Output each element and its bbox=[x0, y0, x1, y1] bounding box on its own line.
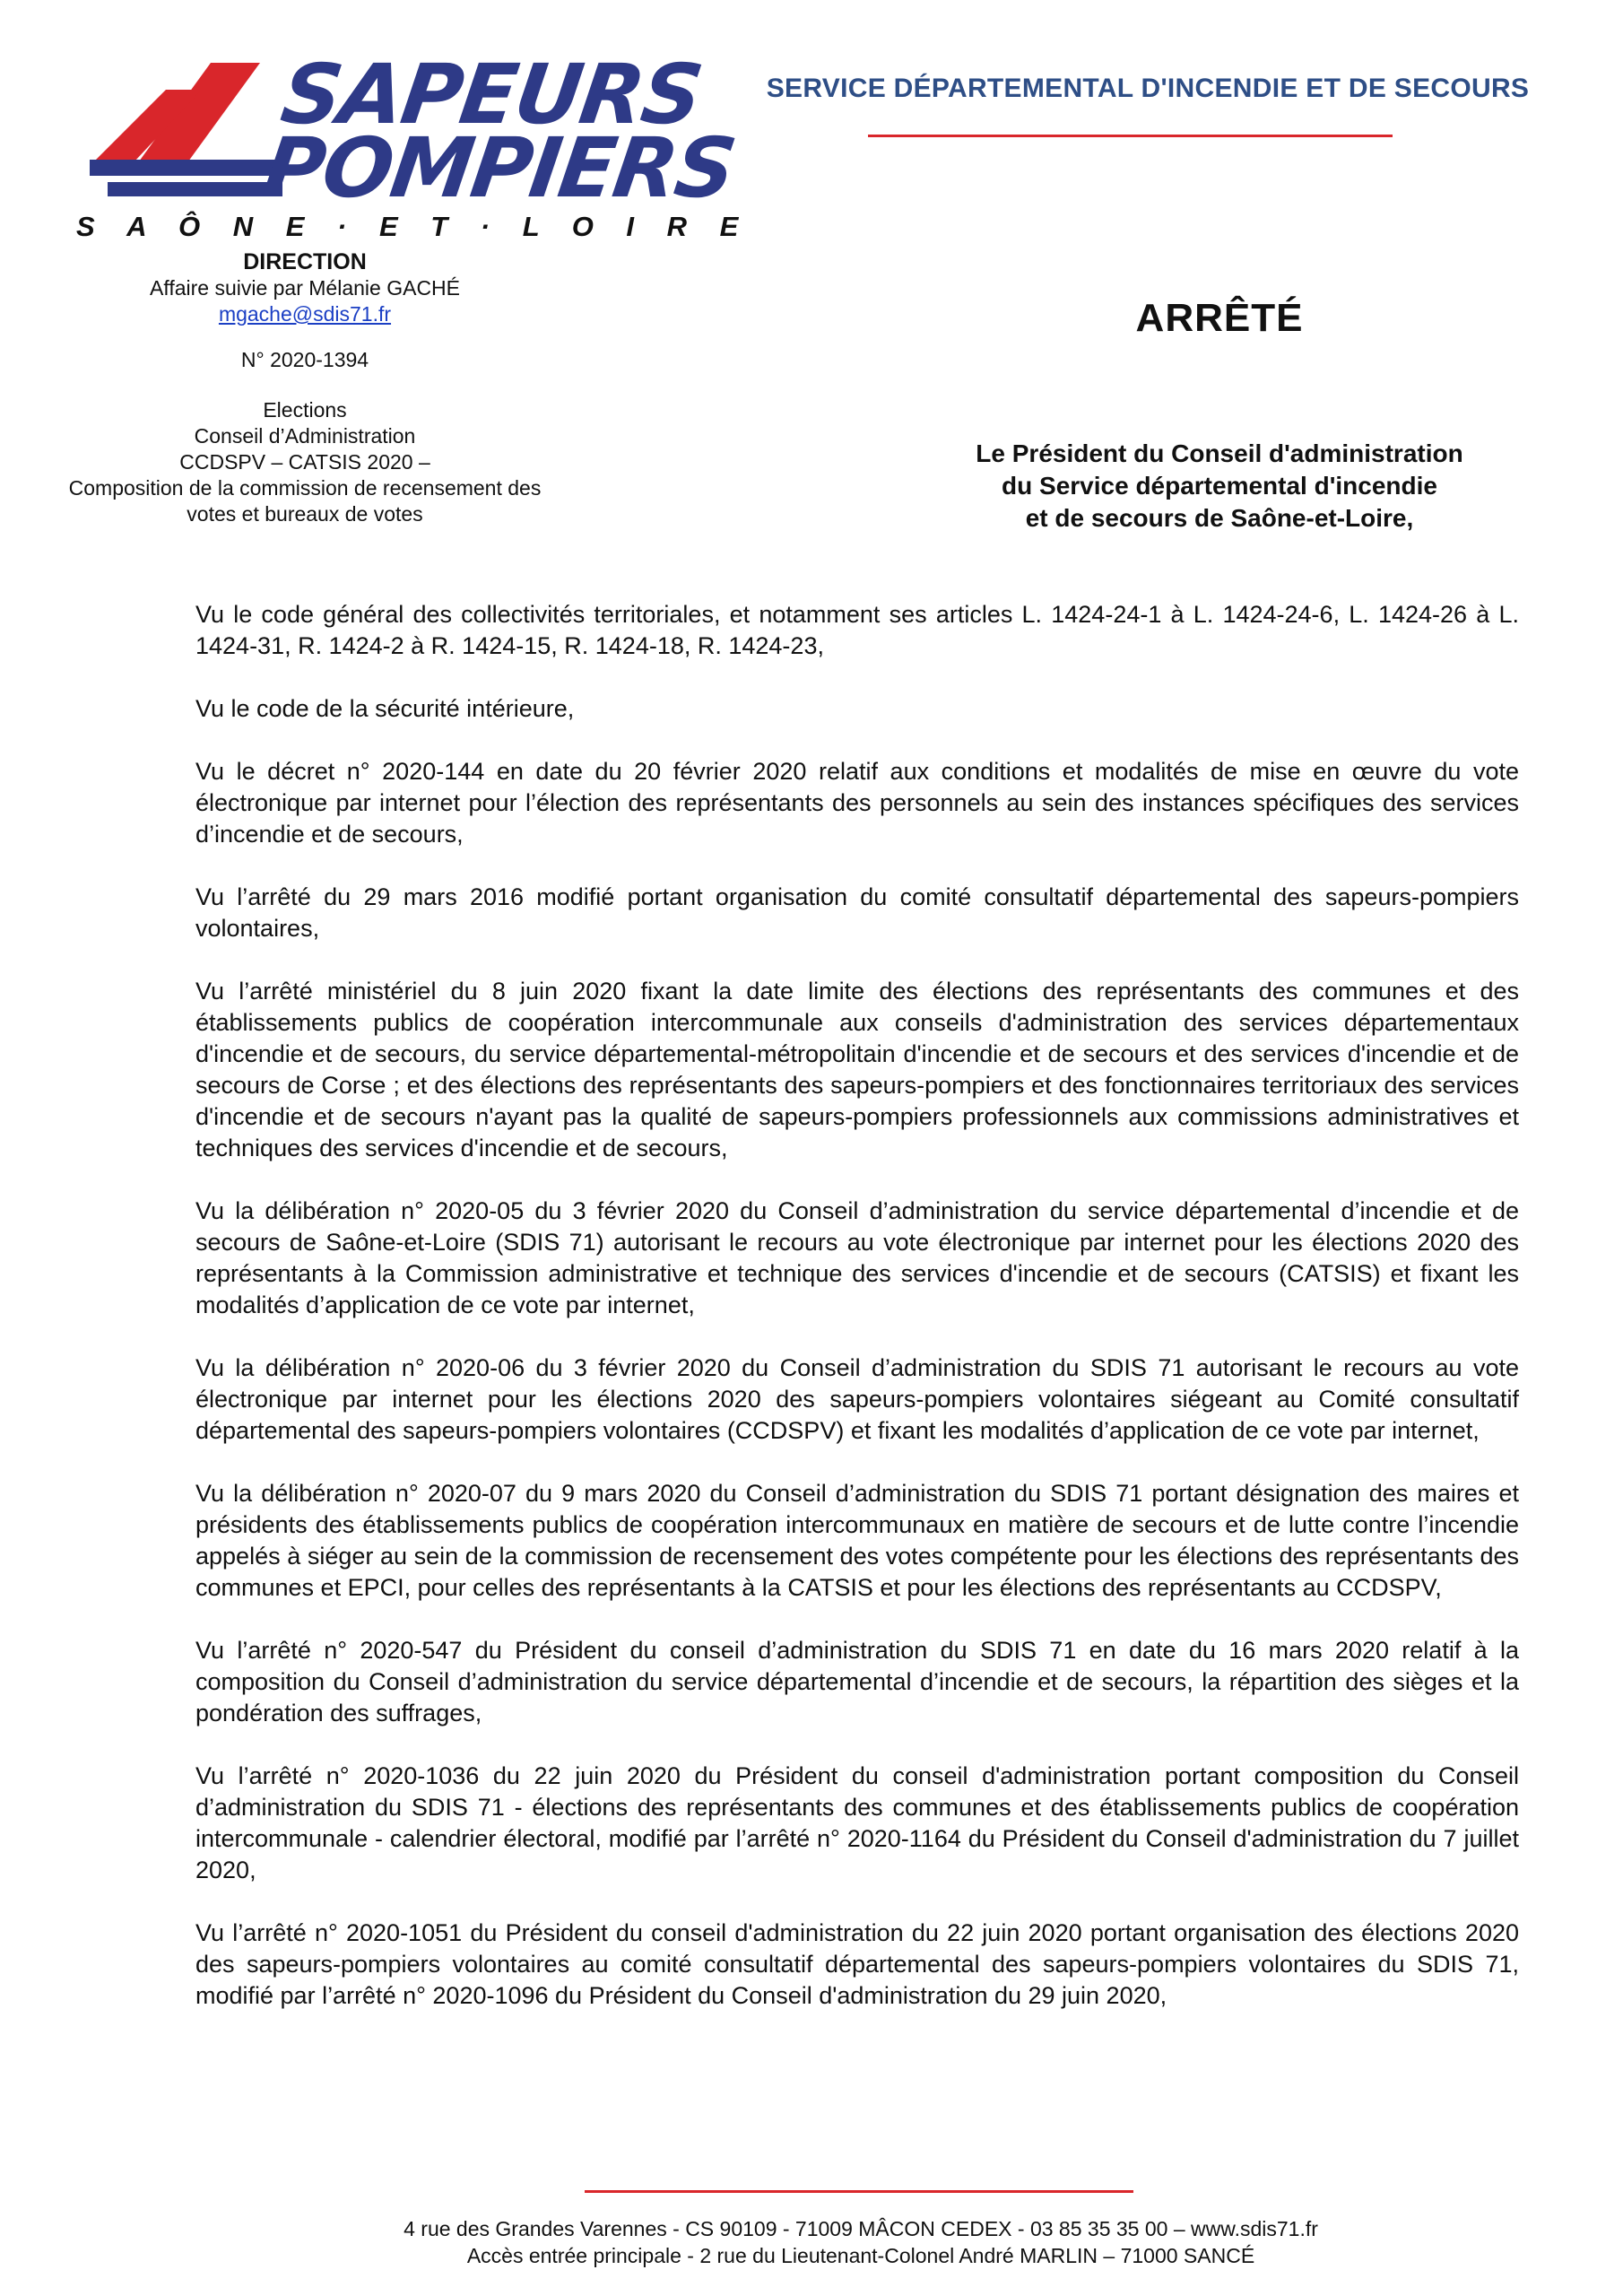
logo-word-pompiers: POMPIERS bbox=[257, 120, 741, 216]
president-line: Le Président du Conseil d'administration bbox=[976, 439, 1463, 467]
direction-label: DIRECTION bbox=[243, 249, 367, 274]
header-red-rule bbox=[868, 135, 1393, 137]
legal-body bbox=[195, 599, 1519, 2043]
legal-paragraph: Vu la délibération n° 2020-05 du 3 février 2020 du Conseil d’administration du service départemental d’incendie et de secours de Saône-et-Loire (SDIS 71) autorisant le recours au vote électronique par internet pour les élections 2020 des représentants à la Commission administrative et technique des services d'incendie et de secours (CATSIS) et fixant les modalités d’application de ce vote par internet, bbox=[195, 1197, 1519, 1318]
legal-paragraph: Vu l’arrêté n° 2020-1051 du Président du conseil d'administration du 22 juin 2020 portant organisation des élections 2020 des sapeurs-pompiers volontaires au comité consultatif départemental des sapeurs-pompiers volontaires du SDIS 71, modifié par l’arrêté n° 2020-1096 du Président du Conseil d'administration du 29 juin 2020, bbox=[195, 1919, 1519, 2009]
subject-line: CCDSPV – CATSIS 2020 – bbox=[179, 450, 430, 474]
legal-paragraph: Vu le décret n° 2020-144 en date du 20 février 2020 relatif aux conditions et modalités de mise en œuvre du vote électronique par internet pour l’élection des représentants des personnels au sein des instances spécifiques des services d’incendie et de secours, bbox=[195, 758, 1519, 848]
document-number: N° 2020-1394 bbox=[240, 348, 369, 371]
legal-paragraph: Vu la délibération n° 2020-06 du 3 février 2020 du Conseil d’administration du SDIS 71 autorisant le recours au vote électronique par internet pour les élections 2020 des sapeurs-pompiers volontaires siégeant au Comité consultatif départemental des sapeurs-pompiers volontaires (CCDSPV) et fixant les modalités d’application de ce vote par internet, bbox=[195, 1354, 1519, 1444]
legal-paragraph: Vu l’arrêté ministériel du 8 juin 2020 fixant la date limite des élections des représentants des communes et des établissements publics de coopération intercommunale aux conseils d'administration des services départementaux d'incendie et de secours, du service départemental-métropolitain d'incendie et de secours et des services d'incendie et de secours de Corse ; et des élections des représentants des sapeurs-pompiers et des fonctionnaires territoriaux des services d'incendie et de secours n'ayant pas la qualité de sapeurs-pompiers professionnels aux commissions administratives et techniques des services d'incendie et de secours, bbox=[195, 978, 1519, 1161]
legal-paragraph: Vu la délibération n° 2020-07 du 9 mars 2020 du Conseil d’administration du SDIS 71 portant désignation des maires et présidents des établissements publics de coopération intercommunaux en matière de secours et de lutte contre l’incendie appelés à siéger au sein de la commission de recensement des votes compétente pour les élections des représentants des communes et EPCI, pour celles des représentants à la CATSIS et pour les élections des représentants au CCDSPV, bbox=[195, 1480, 1519, 1601]
footer-address bbox=[229, 2215, 1493, 2269]
email-link[interactable]: mgache@sdis71.fr bbox=[218, 302, 392, 326]
logo-region: S A Ô N E · E T · L O I R E bbox=[76, 211, 751, 242]
followed-by: Affaire suivie par Mélanie GACHÉ bbox=[150, 276, 460, 300]
document-title: ARRÊTÉ bbox=[1135, 296, 1304, 340]
subject-line: Composition de la commission de recensement des bbox=[68, 476, 542, 500]
footer-line: 4 rue des Grandes Varennes - CS 90109 - 71009 MÂCON CEDEX - 03 85 35 35 00 – www.sdis71.fr bbox=[404, 2217, 1318, 2240]
logo-word-sapeurs: SAPEURS bbox=[275, 47, 707, 143]
logo-blue-bar-1 bbox=[90, 160, 282, 176]
legal-paragraph: Vu l’arrêté du 29 mars 2016 modifié portant organisation du comité consultatif départemental des sapeurs-pompiers volontaires, bbox=[195, 883, 1519, 942]
sender-info-block bbox=[36, 249, 574, 527]
president-heading bbox=[807, 438, 1623, 535]
logo-blue-bar-2 bbox=[108, 182, 282, 196]
legal-paragraph: Vu le code général des collectivités territoriales, et notamment ses articles L. 1424-24-1 à L. 1424-24-6, L. 1424-26 à L. 1424-31, R. 1424-2 à R. 1424-15, R. 1424-18, R. 1424-23, bbox=[195, 601, 1519, 659]
footer-line: Accès entrée principale - 2 rue du Lieutenant-Colonel André MARLIN – 71000 SANCÉ bbox=[466, 2244, 1255, 2267]
footer-red-rule bbox=[585, 2190, 1133, 2193]
president-line: du Service départemental d'incendie bbox=[1002, 472, 1437, 500]
legal-paragraph: Vu l’arrêté n° 2020-1036 du 22 juin 2020 du Président du conseil d'administration portant composition du Conseil d’administration du SDIS 71 - élections des représentants des communes et des établissements publics de coopération intercommunale - calendrier électoral, modifié par l’arrêté n° 2020-1164 du Président du Conseil d'administration du 7 juillet 2020, bbox=[195, 1762, 1519, 1883]
subject-line: Elections bbox=[263, 398, 347, 422]
president-line: et de secours de Saône-et-Loire, bbox=[1025, 504, 1414, 532]
sapeurs-pompiers-logo bbox=[76, 47, 751, 242]
subject-line: votes et bureaux de votes bbox=[187, 502, 423, 526]
service-title: SERVICE DÉPARTEMENTAL D'INCENDIE ET DE SECOURS bbox=[766, 74, 1530, 103]
legal-paragraph: Vu le code de la sécurité intérieure, bbox=[195, 695, 575, 722]
subject-line: Conseil d’Administration bbox=[194, 424, 416, 448]
legal-paragraph: Vu l’arrêté n° 2020-547 du Président du conseil d’administration du SDIS 71 en date du 16 mars 2020 relatif à la composition du Conseil d’administration du service départemental d’incendie et de secours, la répartition des sièges et la pondération des suffrages, bbox=[195, 1637, 1519, 1726]
